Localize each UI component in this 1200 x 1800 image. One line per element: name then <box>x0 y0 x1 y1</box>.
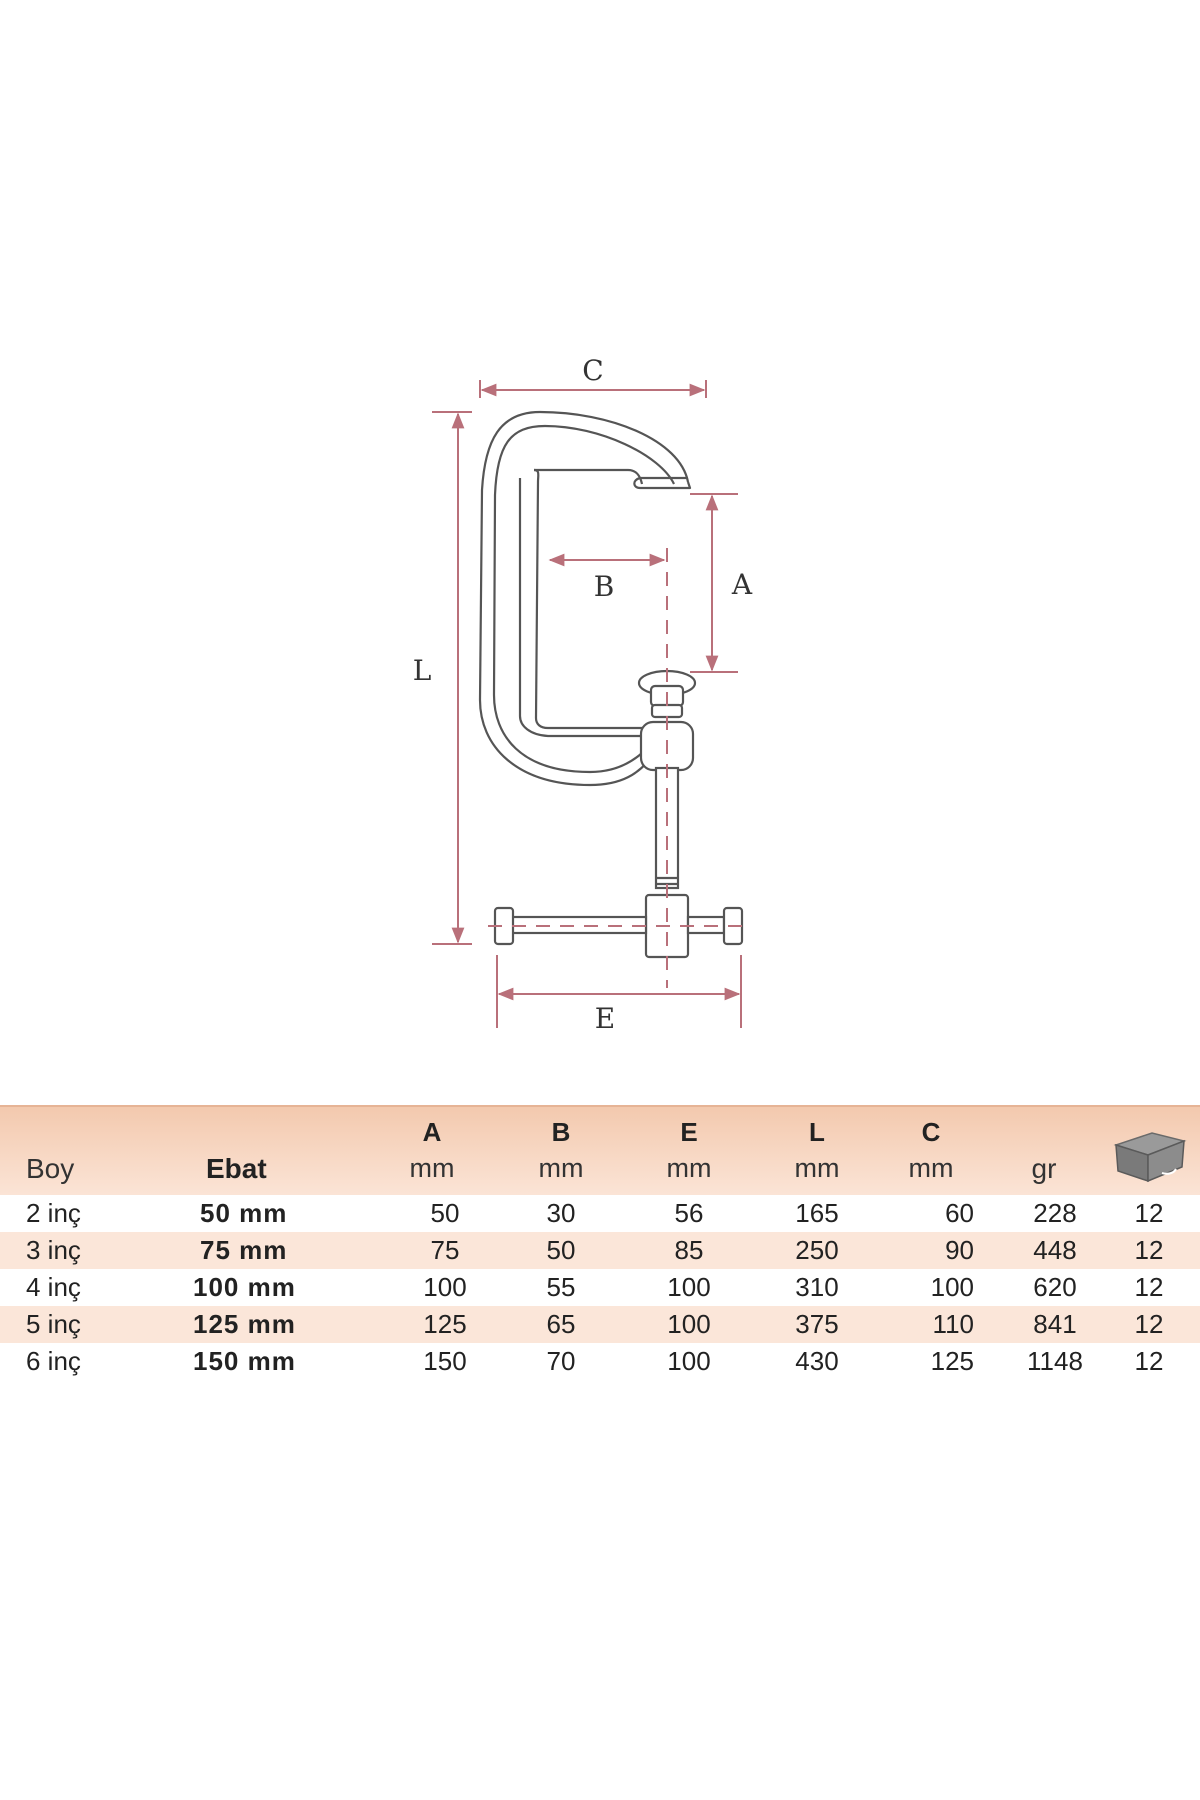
cell-gr: 228 <box>1033 1198 1077 1228</box>
cell-a: 125 <box>423 1309 467 1339</box>
cell-b: 30 <box>546 1198 576 1228</box>
dimension-a <box>690 494 738 672</box>
cell-e: 100 <box>667 1309 711 1339</box>
dimension-l <box>432 412 472 944</box>
label-e: E <box>594 1002 616 1035</box>
label-b: B <box>593 570 615 603</box>
cell-qty: 12 <box>1134 1198 1164 1228</box>
cell-qty: 12 <box>1134 1272 1164 1302</box>
header-b-unit: mm <box>538 1153 584 1183</box>
cell-c: 60 <box>945 1198 974 1228</box>
header-c-letter: C <box>921 1117 941 1147</box>
clamp-screw <box>495 671 742 957</box>
cell-a: 75 <box>430 1235 460 1265</box>
table-row <box>0 1269 1200 1306</box>
cell-l: 430 <box>795 1346 839 1376</box>
cell-gr: 620 <box>1033 1272 1077 1302</box>
cell-boy: 5 inç <box>26 1309 81 1339</box>
header-l-unit: mm <box>794 1153 840 1183</box>
label-c: C <box>582 354 604 387</box>
cell-ebat: 75 mm <box>200 1235 288 1265</box>
header-a-unit: mm <box>409 1153 455 1183</box>
cell-e: 100 <box>667 1272 711 1302</box>
cell-b: 55 <box>546 1272 576 1302</box>
cell-ebat: 125 mm <box>193 1309 296 1339</box>
cell-qty: 12 <box>1134 1309 1164 1339</box>
cell-ebat: 100 mm <box>193 1272 296 1302</box>
header-ebat: Ebat <box>206 1153 267 1184</box>
cell-gr: 1148 <box>1027 1346 1083 1376</box>
header-boy: Boy <box>26 1153 75 1184</box>
cell-a: 100 <box>423 1272 467 1302</box>
cell-boy: 3 inç <box>26 1235 81 1265</box>
cell-a: 150 <box>423 1346 467 1376</box>
table-row <box>0 1195 1200 1232</box>
header-b-letter: B <box>551 1117 571 1147</box>
table-row <box>0 1232 1200 1269</box>
table-body <box>0 1195 1200 1380</box>
cell-c: 125 <box>930 1346 974 1376</box>
cell-e: 100 <box>667 1346 711 1376</box>
cell-ebat: 50 mm <box>200 1198 288 1228</box>
cell-boy: 4 inç <box>26 1272 81 1302</box>
table-row <box>0 1343 1200 1380</box>
header-l-letter: L <box>809 1117 825 1147</box>
label-a: A <box>731 568 753 601</box>
box-icon <box>1112 1129 1188 1185</box>
label-l: L <box>412 654 432 687</box>
cell-b: 70 <box>546 1346 576 1376</box>
cell-c: 90 <box>945 1235 974 1265</box>
cell-boy: 2 inç <box>26 1198 81 1228</box>
header-gr: gr <box>1031 1153 1057 1184</box>
cell-ebat: 150 mm <box>193 1346 296 1376</box>
cell-c: 100 <box>930 1272 974 1302</box>
cell-l: 250 <box>795 1235 839 1265</box>
table-header <box>0 1105 1200 1195</box>
cell-l: 165 <box>795 1198 839 1228</box>
header-a-letter: A <box>422 1117 442 1147</box>
cell-boy: 6 inç <box>26 1346 81 1376</box>
cell-c: 110 <box>932 1309 974 1339</box>
header-e-unit: mm <box>666 1153 712 1183</box>
cell-e: 85 <box>674 1235 704 1265</box>
cell-e: 56 <box>674 1198 704 1228</box>
header-c-unit: mm <box>908 1153 954 1183</box>
cell-gr: 448 <box>1033 1235 1077 1265</box>
cell-b: 50 <box>546 1235 576 1265</box>
cell-l: 375 <box>795 1309 839 1339</box>
cell-b: 65 <box>546 1309 576 1339</box>
cell-gr: 841 <box>1033 1309 1077 1339</box>
cell-qty: 12 <box>1134 1346 1164 1376</box>
dimension-e <box>497 955 741 1028</box>
cell-l: 310 <box>795 1272 839 1302</box>
cell-a: 50 <box>430 1198 460 1228</box>
table-row <box>0 1306 1200 1343</box>
spec-table <box>0 1105 1200 1380</box>
header-e-letter: E <box>680 1117 698 1147</box>
cell-qty: 12 <box>1134 1235 1164 1265</box>
